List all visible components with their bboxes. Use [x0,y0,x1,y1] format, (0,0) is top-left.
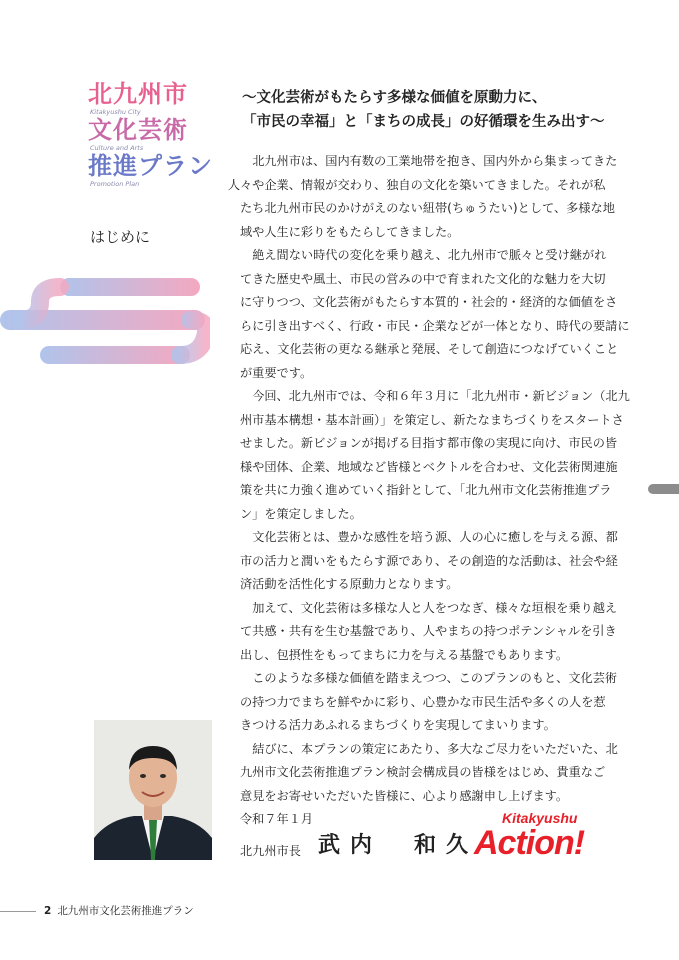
para-line: 済活動を活性化する原動力となります。 [240,577,459,591]
cloud-band-top [60,278,200,296]
paragraph-2 [240,244,630,385]
para-line: 人々や企業、情報が交わり、独自の文化を築いてきました。それが私 [227,177,606,192]
mayor-portrait [94,720,212,860]
paragraph-4 [240,526,618,597]
footer-rule [0,911,36,912]
para-line: きつける活力あふれるまちづくりを実現してまいります。 [240,718,556,732]
paragraph-6 [240,667,618,738]
signature: 武内 和久 [318,832,479,858]
logo-line-promotion-en: Promotion Plan [90,180,140,188]
action-logo-top: Kitakyushu [502,810,578,826]
plan-logo [88,82,218,192]
date: 令和７年１月 [240,812,314,826]
para-line: このような多様な価値を踏まえつつ、このプランのもと、文化芸術 [252,671,618,685]
para-line: の持つ力でまちを鮮やかに彩り、心豊かな市民生活や多くの人を惹 [240,694,606,709]
para-line: 市の活力と潤いをもたらす源であり、その創造的な活動は、社会や経 [240,553,618,568]
headline [242,86,605,134]
para-line: 州市基本構想・基本計画）」を策定し、新たなまちづくりをスタートさ [240,412,624,427]
paragraph-5 [240,597,618,668]
para-line: 様や団体、企業、地域など皆様とベクトルを合わせ、文化芸術関連施 [240,459,618,474]
para-line: せました。新ビジョンが掲げる目指す都市像の実現に向け、市民の皆 [240,436,618,450]
logo-line-culture: 文化芸術 [88,116,188,144]
para-line: 策を共に力強く進めていく指針として、「北九州市文化芸術推進プラ [240,483,612,497]
page-footer [44,903,194,918]
headline-line-2: 「市民の幸福」と「まちの成長」の好循環を生み出す〜 [242,113,605,130]
para-line: 文化芸術とは、豊かな感性を培う源、人の心に癒しを与える源、都 [252,530,618,544]
para-line: 応え、文化芸術の更なる継承と発展、そして創造につなげていくこと [240,342,619,356]
section-title: はじめに [90,228,151,246]
logo-line-culture-en: Culture and Arts [90,144,144,152]
message-body [227,150,630,808]
para-line: 今回、北九州市では、令和６年３月に「北九州市・新ビジョン（北九 [252,389,630,403]
headline-line-1: 〜文化芸術がもたらす多様な価値を原動力に、 [242,89,547,106]
para-line: 絶え間ない時代の変化を乗り越え、北九州市で脈々と受け継がれ [252,248,607,262]
cloud-band-bottom [40,346,190,364]
para-line: ン」を策定しました。 [240,506,362,521]
para-line: てきた歴史や風土、市民の営みの中で育まれた文化的な魅力を大切 [240,271,606,286]
para-line: たち北九州市民のかけがえのない紐帯(ちゅうたい)として、多様な地 [240,201,615,215]
page-number: 2 [44,905,52,917]
para-line: 結びに、本プランの策定にあたり、多大なご尽力をいただいた、北 [252,741,618,756]
para-line: らに引き出すべく、行政・市民・企業などが一体となり、時代の要請に [240,318,630,333]
para-line: 出し、包摂性をもってまちに力を与える基盤でもあります。 [240,647,569,662]
paragraph-3 [240,385,630,526]
signer-title: 北九州市長 [240,844,301,858]
kitakyushu-action-logo [472,808,592,868]
paragraph-1 [227,150,618,244]
action-logo-main: Action! [474,824,585,862]
cloud-curl-right [180,320,206,355]
para-line: 加えて、文化芸術は多様な人と人をつなぎ、様々な垣根を乗り越え [252,600,618,615]
para-line: 北九州市は、国内有数の工業地帯を抱き、国内外から集まってきた [252,154,618,168]
logo-line-city: 北九州市 [88,80,188,108]
para-line: 域や人生に彩りをもたらしてきました。 [240,224,460,239]
para-line: 意見をお寄せいただいた皆様に、心より感謝申し上げます。 [240,788,569,803]
cloud-decoration [0,262,210,372]
para-line: て共感・共有を生む基盤であり、人やまちの持つポテンシャルを引き [240,624,617,638]
logo-line-city-en: Kitakyushu City [90,108,141,116]
logo-line-promotion: 推進プラン [88,152,213,180]
para-line: 九州市文化芸術推進プラン検討会構成員の皆様をはじめ、貴重なご [240,765,606,779]
footer-title: 北九州市文化芸術推進プラン [57,905,194,917]
para-line: が重要です。 [240,365,313,380]
para-line: に守りつつ、文化芸術がもたらす本質的・社会的・経済的な価値をさ [240,295,618,309]
side-tab [648,484,679,494]
paragraph-7 [240,738,618,809]
